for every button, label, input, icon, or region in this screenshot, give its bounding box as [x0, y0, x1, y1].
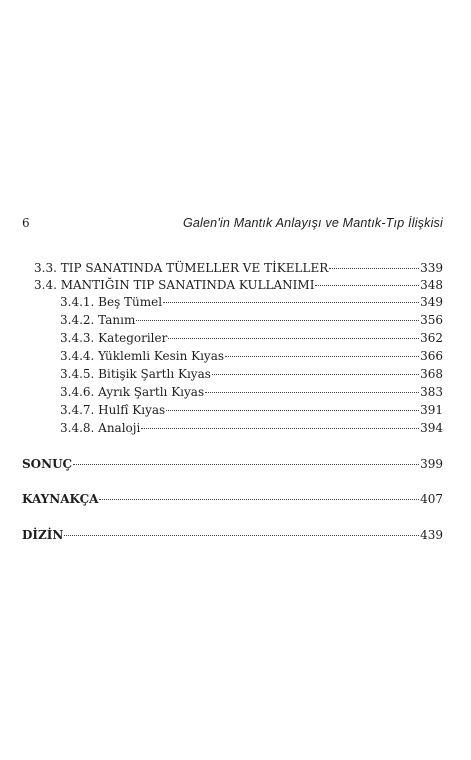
- toc-entry-page: 383: [420, 385, 443, 399]
- toc-entry-page: 368: [420, 367, 443, 381]
- toc-entry-dizin[interactable]: [22, 527, 443, 543]
- toc-entry-page: 339: [420, 261, 443, 275]
- toc-entry-page: 394: [420, 421, 443, 435]
- toc-entry-title: 3.4.1. Beş Tümel: [60, 295, 163, 309]
- toc-entry-3-4-7[interactable]: [60, 402, 443, 418]
- dot-leader: [205, 392, 419, 393]
- toc-entry-title: 3.4.6. Ayrık Şartlı Kıyas: [60, 385, 205, 399]
- dot-leader: [73, 464, 419, 465]
- toc-entry-title: 3.4.5. Bitişik Şartlı Kıyas: [60, 367, 211, 381]
- toc-entry-page: 366: [420, 349, 443, 363]
- toc-entry-3-4-3[interactable]: [60, 330, 443, 346]
- toc-entry-title: 3.4.2. Tanım: [60, 313, 136, 327]
- dot-leader: [168, 338, 419, 339]
- toc-entry-title: 3.3. TIP SANATINDA TÜMELLER VE TİKELLER: [34, 261, 329, 275]
- dot-leader: [315, 285, 419, 286]
- toc-entry-page: 348: [420, 278, 443, 292]
- toc-entry-title: 3.4.3. Kategoriler: [60, 331, 168, 345]
- dot-leader: [163, 302, 419, 303]
- toc-entry-3-4-1[interactable]: [60, 294, 443, 310]
- dot-leader: [141, 428, 419, 429]
- dot-leader: [166, 410, 419, 411]
- toc-entry-title: SONUÇ: [22, 457, 73, 471]
- toc-entry-title: 3.4.7. Hulfî Kıyas: [60, 403, 166, 417]
- running-title: Galen'in Mantık Anlayışı ve Mantık-Tıp İlişkisi: [182, 216, 443, 230]
- toc-entry-page: 356: [420, 313, 443, 327]
- toc-entry-3-3[interactable]: [34, 260, 443, 276]
- toc-entry-page: 349: [420, 295, 443, 309]
- toc-entry-kaynakca[interactable]: [22, 491, 443, 507]
- page-header: [22, 216, 443, 234]
- toc-entry-title: 3.4. MANTIĞIN TIP SANATINDA KULLANIMI: [34, 278, 315, 292]
- page-number: 6: [22, 216, 30, 230]
- toc-entry-page: 399: [420, 457, 443, 471]
- toc-entry-title: DİZİN: [22, 528, 64, 542]
- toc-entry-3-4[interactable]: [34, 277, 443, 293]
- toc-entry-3-4-2[interactable]: [60, 312, 443, 328]
- toc-entry-title: KAYNAKÇA: [22, 492, 99, 506]
- dot-leader: [64, 535, 419, 536]
- dot-leader: [136, 320, 419, 321]
- toc-entry-sonuc[interactable]: [22, 456, 443, 472]
- toc-entry-3-4-8[interactable]: [60, 420, 443, 436]
- dot-leader: [225, 356, 419, 357]
- toc-entry-page: 362: [420, 331, 443, 345]
- toc-entry-3-4-6[interactable]: [60, 384, 443, 400]
- toc-entry-title: 3.4.8. Analoji: [60, 421, 141, 435]
- dot-leader: [212, 374, 419, 375]
- toc-entry-3-4-4[interactable]: [60, 348, 443, 364]
- toc-entry-page: 407: [420, 492, 443, 506]
- toc-entry-title: 3.4.4. Yüklemli Kesin Kıyas: [60, 349, 225, 363]
- toc-entry-page: 391: [420, 403, 443, 417]
- toc-entry-3-4-5[interactable]: [60, 366, 443, 382]
- toc-entry-page: 439: [420, 528, 443, 542]
- dot-leader: [99, 499, 419, 500]
- dot-leader: [329, 268, 419, 269]
